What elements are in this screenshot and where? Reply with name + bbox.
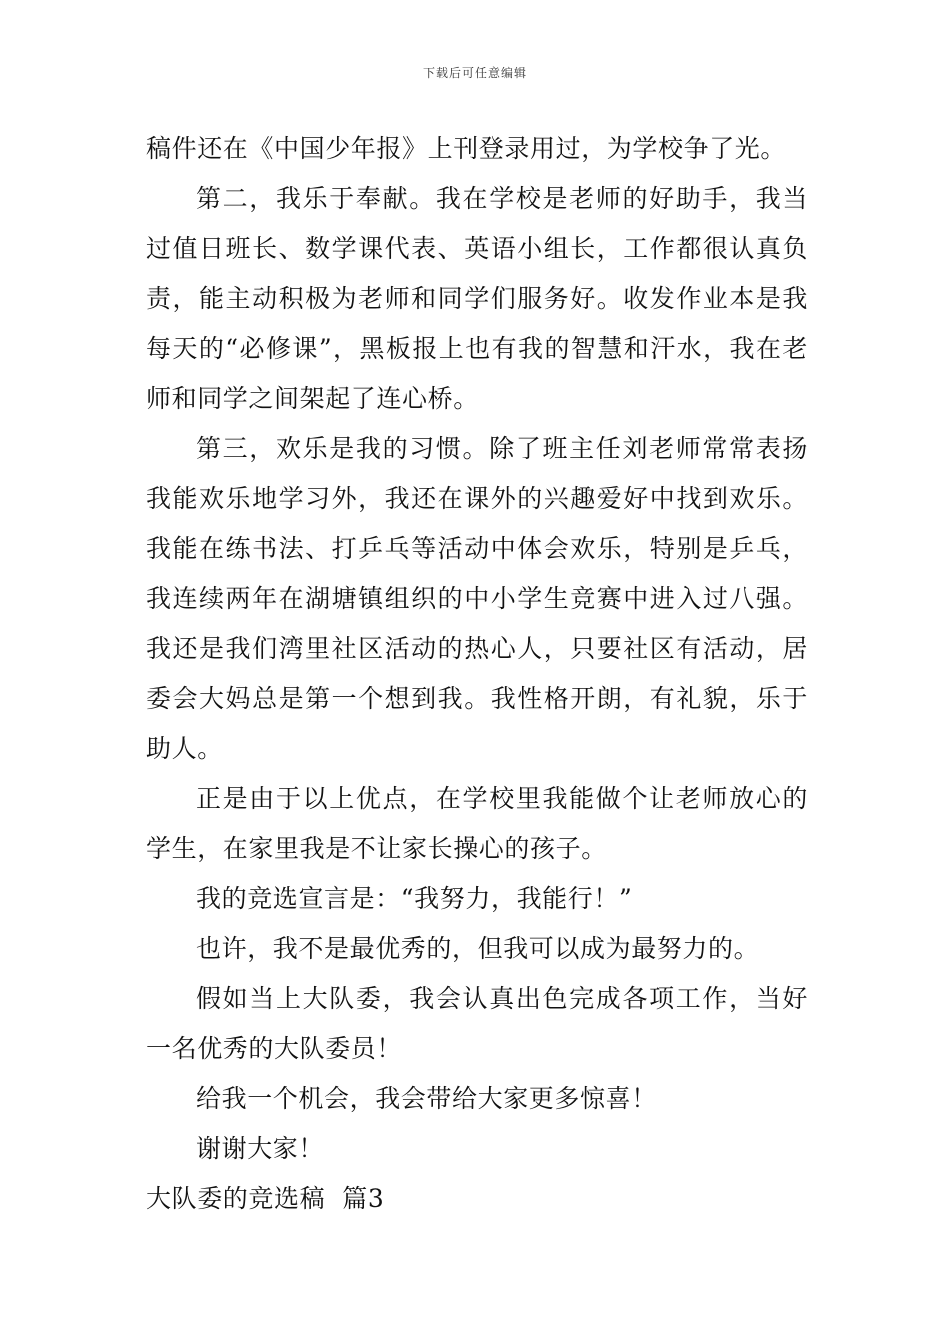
paragraph-manifesto: 我的竞选宣言是：“我努力，我能行！” xyxy=(196,884,633,913)
paragraph-thanks: 谢谢大家！ xyxy=(196,1134,325,1163)
paragraph-chance: 给我一个机会，我会带给大家更多惊喜！ xyxy=(196,1084,657,1113)
paragraph-effort: 也许，我不是最优秀的，但我可以成为最努力的。 xyxy=(196,934,760,963)
paragraph-merits: 正是由于以上优点，在学校里我能做个让老师放心的学生，在家里我是不让家长操心的孩子。 xyxy=(146,784,808,863)
paragraph-continuation: 稿件还在《中国少年报》上刊登录用过，为学校争了光。 xyxy=(146,134,787,163)
paragraph-second: 第二，我乐于奉献。我在学校是老师的好助手，我当过值日班长、数学课代表、英语小组长，工作都很认真负责，能主动积极为老师和同学们服务好。收发作业本是我每天的“必修课”，黑板报上也有我的智慧和汗水，我在老师和同学之间架起了连心桥。 xyxy=(146,184,808,413)
paragraph-third: 第三，欢乐是我的习惯。除了班主任刘老师常常表扬我能欢乐地学习外，我还在课外的兴趣爱好中找到欢乐。我能在练书法、打乒乓等活动中体会欢乐，特别是乒乓，我连续两年在湖塘镇组织的中小学生竞赛中进入过八强。我还是我们湾里社区活动的热心人，只要社区有活动，居委会大妈总是第一个想到我。我性格开朗，有礼貌，乐于助人。 xyxy=(146,434,808,763)
section-title: 大队委的竞选稿 篇3 xyxy=(146,1184,385,1213)
document-body xyxy=(146,124,808,1224)
paragraph-promise: 假如当上大队委，我会认真出色完成各项工作，当好一名优秀的大队委员！ xyxy=(146,984,808,1063)
page-header: 下载后可任意编辑 xyxy=(422,66,527,80)
